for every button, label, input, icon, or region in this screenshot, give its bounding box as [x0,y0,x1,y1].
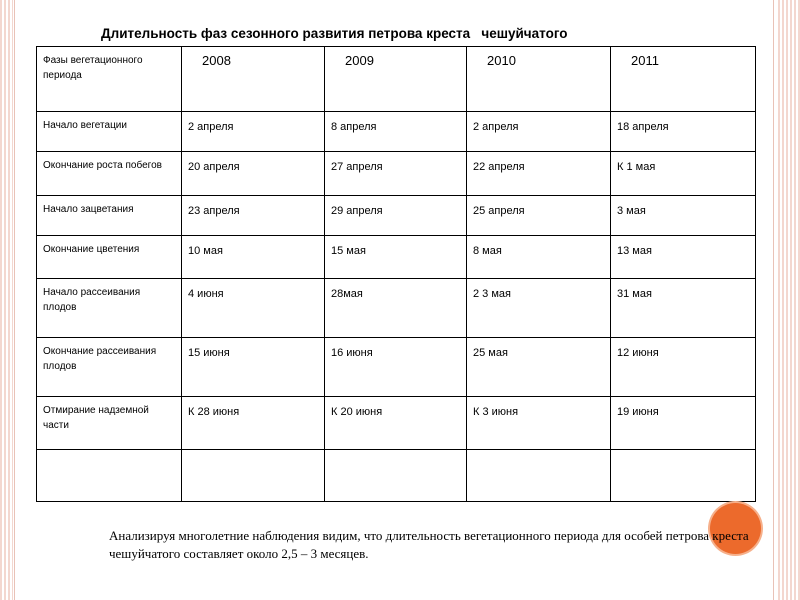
value-cell [325,450,467,502]
phase-cell: Окончание рассеивания плодов [37,338,182,397]
header-year-2008: 2008 [182,47,325,112]
value-cell: 8 мая [467,236,611,279]
phase-cell: Окончание цветения [37,236,182,279]
phase-table [36,46,756,502]
header-year-2011: 2011 [611,47,756,112]
value-cell [611,450,756,502]
value-cell: 19 июня [611,397,756,450]
value-cell: К 20 июня [325,397,467,450]
table-row [37,236,756,279]
conclusion-text: Анализируя многолетние наблюдения видим, что длительность вегетационного периода для особей петрова креста чешуйчатого составляет около 2,5 – 3 месяцев. [109,528,749,561]
value-cell: 13 мая [611,236,756,279]
value-cell: К 1 мая [611,152,756,196]
phase-cell [37,450,182,502]
value-cell: 25 апреля [467,196,611,236]
phase-cell: Отмирание надземной части [37,397,182,450]
value-cell: 15 июня [182,338,325,397]
value-cell: 2 апреля [182,112,325,152]
value-cell: 29 апреля [325,196,467,236]
value-cell: 8 апреля [325,112,467,152]
value-cell: 10 мая [182,236,325,279]
table-row [37,397,756,450]
value-cell: 15 мая [325,236,467,279]
value-cell: 27 апреля [325,152,467,196]
value-cell: 28мая [325,279,467,338]
right-decorative-stripe [778,0,800,600]
value-cell: 22 апреля [467,152,611,196]
value-cell: К 3 июня [467,397,611,450]
value-cell: 31 мая [611,279,756,338]
phase-cell: Начало рассеивания плодов [37,279,182,338]
table-row [37,112,756,152]
value-cell [467,450,611,502]
value-cell: 12 июня [611,338,756,397]
slide-title: Длительность фаз сезонного развития петрова креста чешуйчатого [101,26,568,41]
value-cell: 4 июня [182,279,325,338]
table-row [37,450,756,502]
phase-cell: Окончание роста побегов [37,152,182,196]
value-cell [182,450,325,502]
value-cell: К 28 июня [182,397,325,450]
value-cell: 25 мая [467,338,611,397]
value-cell: 16 июня [325,338,467,397]
value-cell: 18 апреля [611,112,756,152]
table-header-row [37,47,756,112]
table-row [37,279,756,338]
table-row [37,196,756,236]
value-cell: 3 мая [611,196,756,236]
value-cell: 23 апреля [182,196,325,236]
table-row [37,152,756,196]
header-phase-cell: Фазы вегетационного периода [37,47,182,112]
phase-cell: Начало зацветания [37,196,182,236]
value-cell: 20 апреля [182,152,325,196]
header-year-2010: 2010 [467,47,611,112]
left-decorative-stripe [0,0,13,600]
value-cell: 2 апреля [467,112,611,152]
value-cell: 2 3 мая [467,279,611,338]
phase-cell: Начало вегетации [37,112,182,152]
header-year-2009: 2009 [325,47,467,112]
table-row [37,338,756,397]
